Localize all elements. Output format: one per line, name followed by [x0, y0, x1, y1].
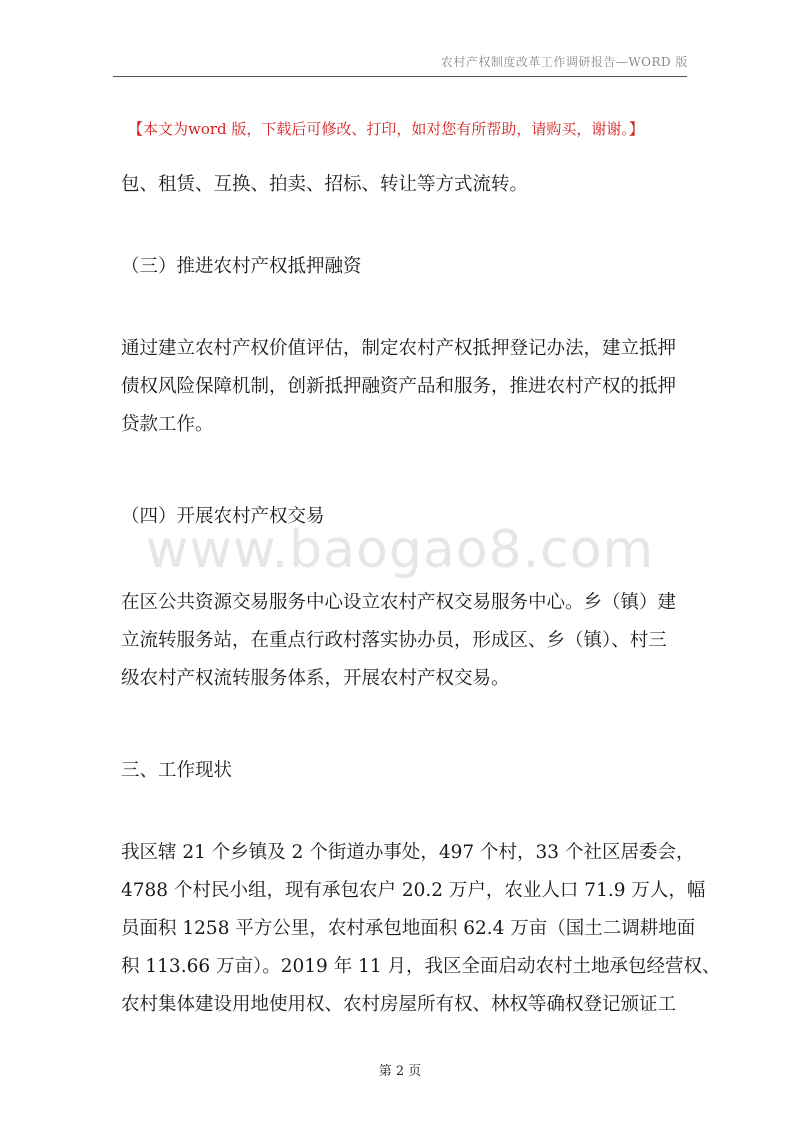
- paragraph-line: （四）开展农村产权交易: [121, 506, 325, 527]
- paragraph-3: [121, 584, 681, 698]
- paragraph-2: [121, 330, 681, 444]
- page-number: 第 2 页: [378, 1064, 422, 1079]
- section-heading-4: [121, 498, 681, 536]
- header-rule: [113, 76, 687, 77]
- paragraph-line: （三）推进农村产权抵押融资: [121, 256, 362, 277]
- paragraph-line: 在区公共资源交易服务中心设立农村产权交易服务中心。乡（镇）建: [121, 592, 677, 613]
- paragraph-line: 农村集体建设用地使用权、农村房屋所有权、林权等确权登记颁证工: [121, 994, 677, 1015]
- paragraph-line: 三、工作现状: [121, 760, 233, 781]
- paragraph-1: [121, 166, 681, 204]
- paragraph-line: 级农村产权流转服务体系，开展农村产权交易。: [121, 668, 510, 689]
- section-heading-work-status: [121, 752, 681, 790]
- download-notice: 【本文为word 版，下载后可修改、打印，如对您有所帮助，请购买，谢谢。】: [128, 120, 644, 138]
- paragraph-line: 员面积 1258 平方公里，农村承包地面积 62.4 万亩（国土二调耕地面: [121, 918, 696, 939]
- paragraph-line: 包、租赁、互换、拍卖、招标、转让等方式流转。: [121, 174, 529, 195]
- paragraph-line: 立流转服务站，在重点行政村落实协办员，形成区、乡（镇）、村三: [121, 630, 667, 651]
- paragraph-line: 债权风险保障机制，创新抵押融资产品和服务，推进农村产权的抵押: [121, 376, 677, 397]
- paragraph-line: 我区辖 21 个乡镇及 2 个街道办事处，497 个村，33 个社区居委会，: [121, 842, 695, 863]
- paragraph-line: 通过建立农村产权价值评估，制定农村产权抵押登记办法，建立抵押: [121, 338, 677, 359]
- paragraph-line: 贷款工作。: [121, 414, 214, 435]
- paragraph-line: 4788 个村民小组，现有承包农户 20.2 万户，农业人口 71.9 万人，幅: [121, 880, 706, 901]
- section-heading-3: [121, 248, 681, 286]
- paragraph-4: [121, 834, 721, 1024]
- page-header-title: 农村产权制度改革工作调研报告—WORD 版: [440, 55, 688, 69]
- paragraph-line: 积 113.66 万亩）。2019 年 11 月，我区全面启动农村土地承包经营权、: [121, 956, 721, 977]
- watermark: www.baogao8.com: [145, 520, 655, 580]
